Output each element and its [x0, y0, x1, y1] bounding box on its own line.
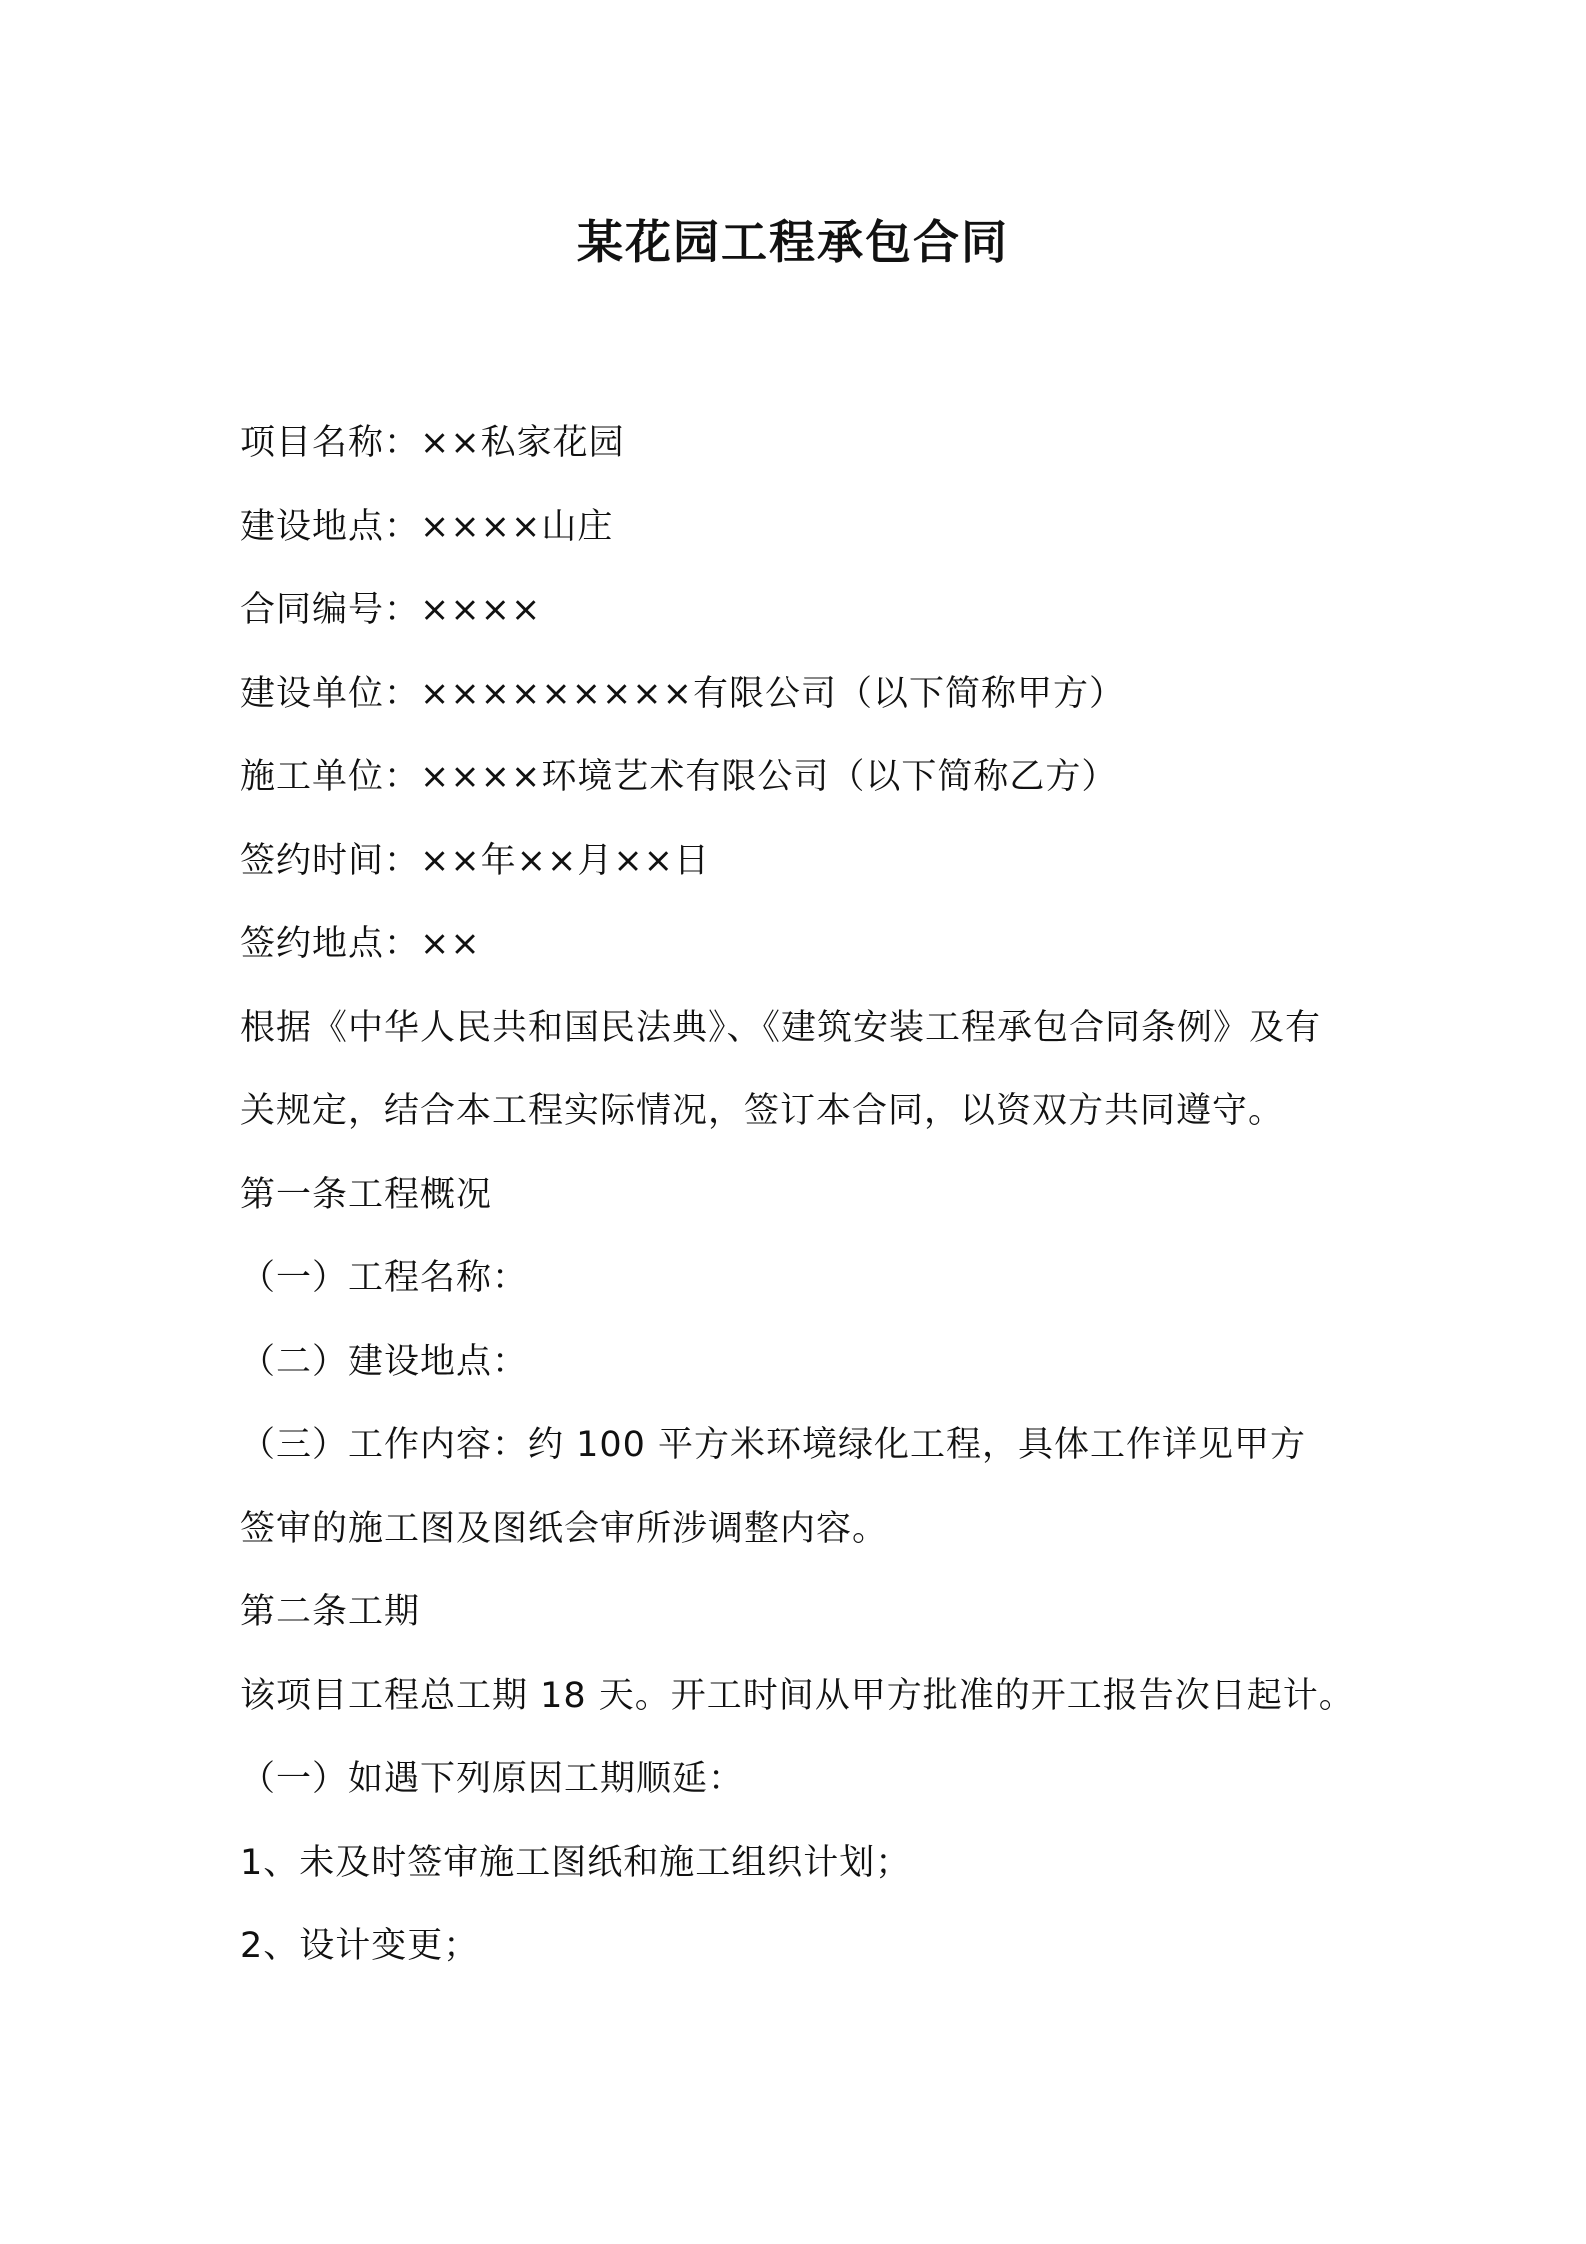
field-label: 合同编号：: [240, 590, 421, 630]
field-value: ××年××月××日: [420, 840, 710, 881]
section-heading: 第一条工程概况: [240, 1174, 493, 1215]
field-value: ××: [420, 924, 481, 964]
field-construction-site: [240, 486, 1380, 570]
field-value: ××××山庄: [420, 506, 614, 547]
section-heading: 第二条工期: [240, 1592, 421, 1632]
field-value: ××××: [420, 590, 542, 630]
document-body: [240, 402, 1380, 1989]
field-label: 施工单位：: [240, 757, 421, 797]
field-signing-place: [240, 903, 1380, 987]
subsection-item: （一）如遇下列原因工期顺延：: [240, 1759, 745, 1799]
field-contractor-unit: [240, 736, 1380, 820]
field-label: 建设地点：: [240, 506, 421, 547]
list-item: 2、设计变更；: [240, 1926, 480, 1966]
list-item: 1、未及时签审施工图纸和施工组织计划；: [240, 1842, 912, 1883]
paragraph-line: 签审的施工图及图纸会审所涉调整内容。: [240, 1508, 889, 1549]
field-value: ××私家花园: [420, 423, 625, 463]
document-title: 某花园工程承包合同: [577, 215, 1009, 269]
paragraph-line: 关规定，结合本工程实际情况，签订本合同，以资双方共同遵守。: [240, 1091, 1285, 1131]
subsection-item: （三）工作内容：约 100 平方米环境绿化工程，具体工作详见甲方: [240, 1425, 1307, 1465]
subsection-item: （一）工程名称：: [240, 1258, 529, 1298]
field-contract-number: [240, 569, 1380, 653]
field-label: 项目名称：: [240, 423, 421, 463]
paragraph-line: 根据《中华人民共和国民法典》、《建筑安装工程承包合同条例》及有: [240, 1007, 1322, 1048]
field-label: 签约地点：: [240, 924, 421, 964]
subsection-item: （二）建设地点：: [240, 1341, 529, 1382]
field-client-unit: [240, 653, 1380, 737]
field-project-name: [240, 402, 1380, 486]
field-signing-date: [240, 820, 1380, 904]
field-value: ××××环境艺术有限公司（以下简称乙方）: [420, 757, 1118, 797]
field-label: 签约时间：: [240, 840, 421, 881]
field-label: 建设单位：: [240, 673, 421, 714]
field-value: ×××××××××有限公司（以下简称甲方）: [420, 673, 1125, 714]
paragraph-line: 该项目工程总工期 18 天。开工时间从甲方批准的开工报告次日起计。: [240, 1675, 1355, 1716]
